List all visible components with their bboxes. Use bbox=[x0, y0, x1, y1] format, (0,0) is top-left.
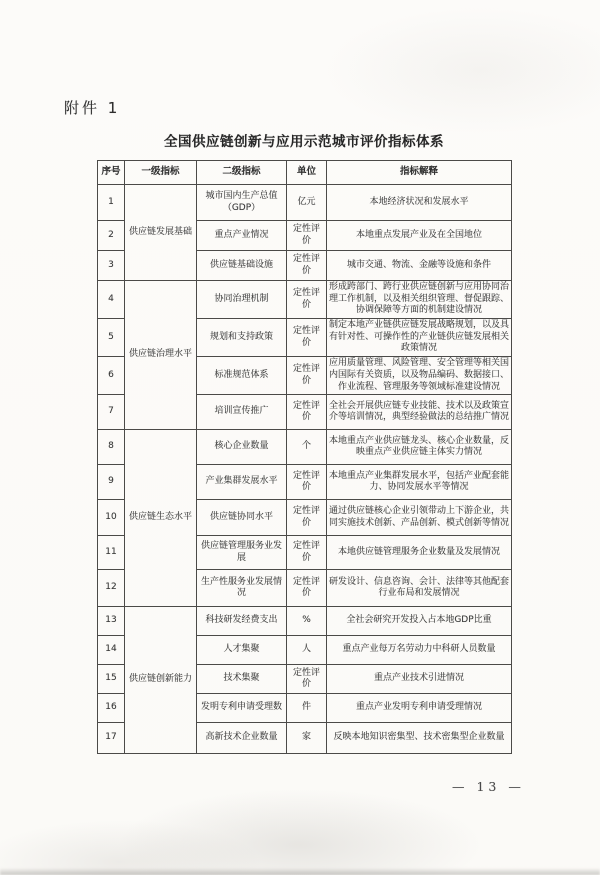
explanation-cell: 全社会开展供应链专业技能、技术以及政策宣介等培训情况，典型经验做法的总结推广情况 bbox=[327, 395, 512, 430]
level2-indicator: 技术集聚 bbox=[197, 665, 287, 694]
unit-cell: 定性评价 bbox=[287, 395, 327, 430]
header-no: 序号 bbox=[98, 161, 125, 185]
row-number: 2 bbox=[98, 221, 125, 251]
explanation-cell: 研发设计、信息咨询、会计、法律等其他配套行业布局和发展情况 bbox=[327, 570, 512, 607]
attachment-label: 附件 1 bbox=[64, 99, 121, 117]
row-number: 5 bbox=[98, 319, 125, 357]
row-number: 11 bbox=[98, 536, 125, 570]
unit-cell: 定性评价 bbox=[287, 536, 327, 570]
row-number: 14 bbox=[98, 636, 125, 665]
level2-indicator: 供应链协同水平 bbox=[197, 500, 287, 536]
unit-cell: 定性评价 bbox=[287, 281, 327, 319]
unit-cell: % bbox=[287, 607, 327, 636]
row-number: 15 bbox=[98, 665, 125, 694]
unit-cell: 定性评价 bbox=[287, 500, 327, 536]
row-number: 7 bbox=[98, 395, 125, 430]
level2-indicator: 发明专利申请受理数 bbox=[197, 694, 287, 723]
level2-indicator: 高新技术企业数量 bbox=[197, 723, 287, 754]
explanation-cell: 制定本地产业链供应链发展战略规划，以及具有针对性、可操作性的产业链供应链发展相关政策情况 bbox=[327, 319, 512, 357]
unit-cell: 定性评价 bbox=[287, 570, 327, 607]
unit-cell: 人 bbox=[287, 636, 327, 665]
level2-indicator: 城市国内生产总值（GDP） bbox=[197, 185, 287, 221]
page-number: — 13 — bbox=[452, 779, 525, 794]
header-unit: 单位 bbox=[287, 161, 327, 185]
row-number: 9 bbox=[98, 465, 125, 500]
header-explanation: 指标解释 bbox=[327, 161, 512, 185]
unit-cell: 件 bbox=[287, 694, 327, 723]
level1-indicator: 供应链生态水平 bbox=[125, 430, 197, 607]
header-level2: 二级指标 bbox=[197, 161, 287, 185]
explanation-cell: 重点产业技术引进情况 bbox=[327, 665, 512, 694]
explanation-cell: 重点产业每万名劳动力中科研人员数量 bbox=[327, 636, 512, 665]
unit-cell: 家 bbox=[287, 723, 327, 754]
level1-indicator: 供应链发展基础 bbox=[125, 185, 197, 281]
row-number: 4 bbox=[98, 281, 125, 319]
unit-cell: 定性评价 bbox=[287, 319, 327, 357]
row-number: 12 bbox=[98, 570, 125, 607]
indicator-table bbox=[97, 160, 512, 754]
explanation-cell: 本地重点发展产业及在全国地位 bbox=[327, 221, 512, 251]
unit-cell: 定性评价 bbox=[287, 357, 327, 395]
row-number: 3 bbox=[98, 251, 125, 281]
table-row bbox=[98, 281, 512, 319]
explanation-cell: 全社会研究开发投入占本地GDP比重 bbox=[327, 607, 512, 636]
explanation-cell: 通过供应链核心企业引领带动上下游企业，共同实施技术创新、产品创新、模式创新等情况 bbox=[327, 500, 512, 536]
level2-indicator: 培训宣传推广 bbox=[197, 395, 287, 430]
level2-indicator: 规划和支持政策 bbox=[197, 319, 287, 357]
unit-cell: 个 bbox=[287, 430, 327, 465]
level2-indicator: 协同治理机制 bbox=[197, 281, 287, 319]
explanation-cell: 本地经济状况和发展水平 bbox=[327, 185, 512, 221]
level2-indicator: 生产性服务业发展情况 bbox=[197, 570, 287, 607]
level2-indicator: 重点产业情况 bbox=[197, 221, 287, 251]
table-row bbox=[98, 607, 512, 636]
level2-indicator: 人才集聚 bbox=[197, 636, 287, 665]
level1-indicator: 供应链创新能力 bbox=[125, 607, 197, 754]
row-number: 8 bbox=[98, 430, 125, 465]
unit-cell: 定性评价 bbox=[287, 665, 327, 694]
level2-indicator: 供应链基础设施 bbox=[197, 251, 287, 281]
level2-indicator: 核心企业数量 bbox=[197, 430, 287, 465]
row-number: 13 bbox=[98, 607, 125, 636]
explanation-cell: 本地重点产业供应链龙头、核心企业数量，反映重点产业供应链主体实力情况 bbox=[327, 430, 512, 465]
unit-cell: 亿元 bbox=[287, 185, 327, 221]
explanation-cell: 本地重点产业集群发展水平，包括产业配套能力、协同发展水平等情况 bbox=[327, 465, 512, 500]
page-title: 全国供应链创新与应用示范城市评价指标体系 bbox=[164, 134, 444, 150]
level1-indicator: 供应链治理水平 bbox=[125, 281, 197, 430]
level2-indicator: 供应链管理服务业发展 bbox=[197, 536, 287, 570]
level2-indicator: 产业集群发展水平 bbox=[197, 465, 287, 500]
explanation-cell: 重点产业发明专利申请受理情况 bbox=[327, 694, 512, 723]
level2-indicator: 标准规范体系 bbox=[197, 357, 287, 395]
unit-cell: 定性评价 bbox=[287, 465, 327, 500]
explanation-cell: 本地供应链管理服务企业数量及发展情况 bbox=[327, 536, 512, 570]
row-number: 16 bbox=[98, 694, 125, 723]
explanation-cell: 城市交通、物流、金融等设施和条件 bbox=[327, 251, 512, 281]
level2-indicator: 科技研发经费支出 bbox=[197, 607, 287, 636]
row-number: 17 bbox=[98, 723, 125, 754]
unit-cell: 定性评价 bbox=[287, 251, 327, 281]
unit-cell: 定性评价 bbox=[287, 221, 327, 251]
table-header-row bbox=[98, 161, 512, 185]
row-number: 6 bbox=[98, 357, 125, 395]
row-number: 10 bbox=[98, 500, 125, 536]
explanation-cell: 形成跨部门、跨行业供应链创新与应用协同治理工作机制，以及相关组织管理、督促跟踪、协调保障等方面的机制建设情况 bbox=[327, 281, 512, 319]
header-level1: 一级指标 bbox=[125, 161, 197, 185]
table-row bbox=[98, 430, 512, 465]
row-number: 1 bbox=[98, 185, 125, 221]
table-row bbox=[98, 185, 512, 221]
explanation-cell: 反映本地知识密集型、技术密集型企业数量 bbox=[327, 723, 512, 754]
explanation-cell: 应用质量管理、风险管理、安全管理等相关国内国际有关资质，以及物品编码、数据接口、作业流程、管理服务等领域标准建设情况 bbox=[327, 357, 512, 395]
